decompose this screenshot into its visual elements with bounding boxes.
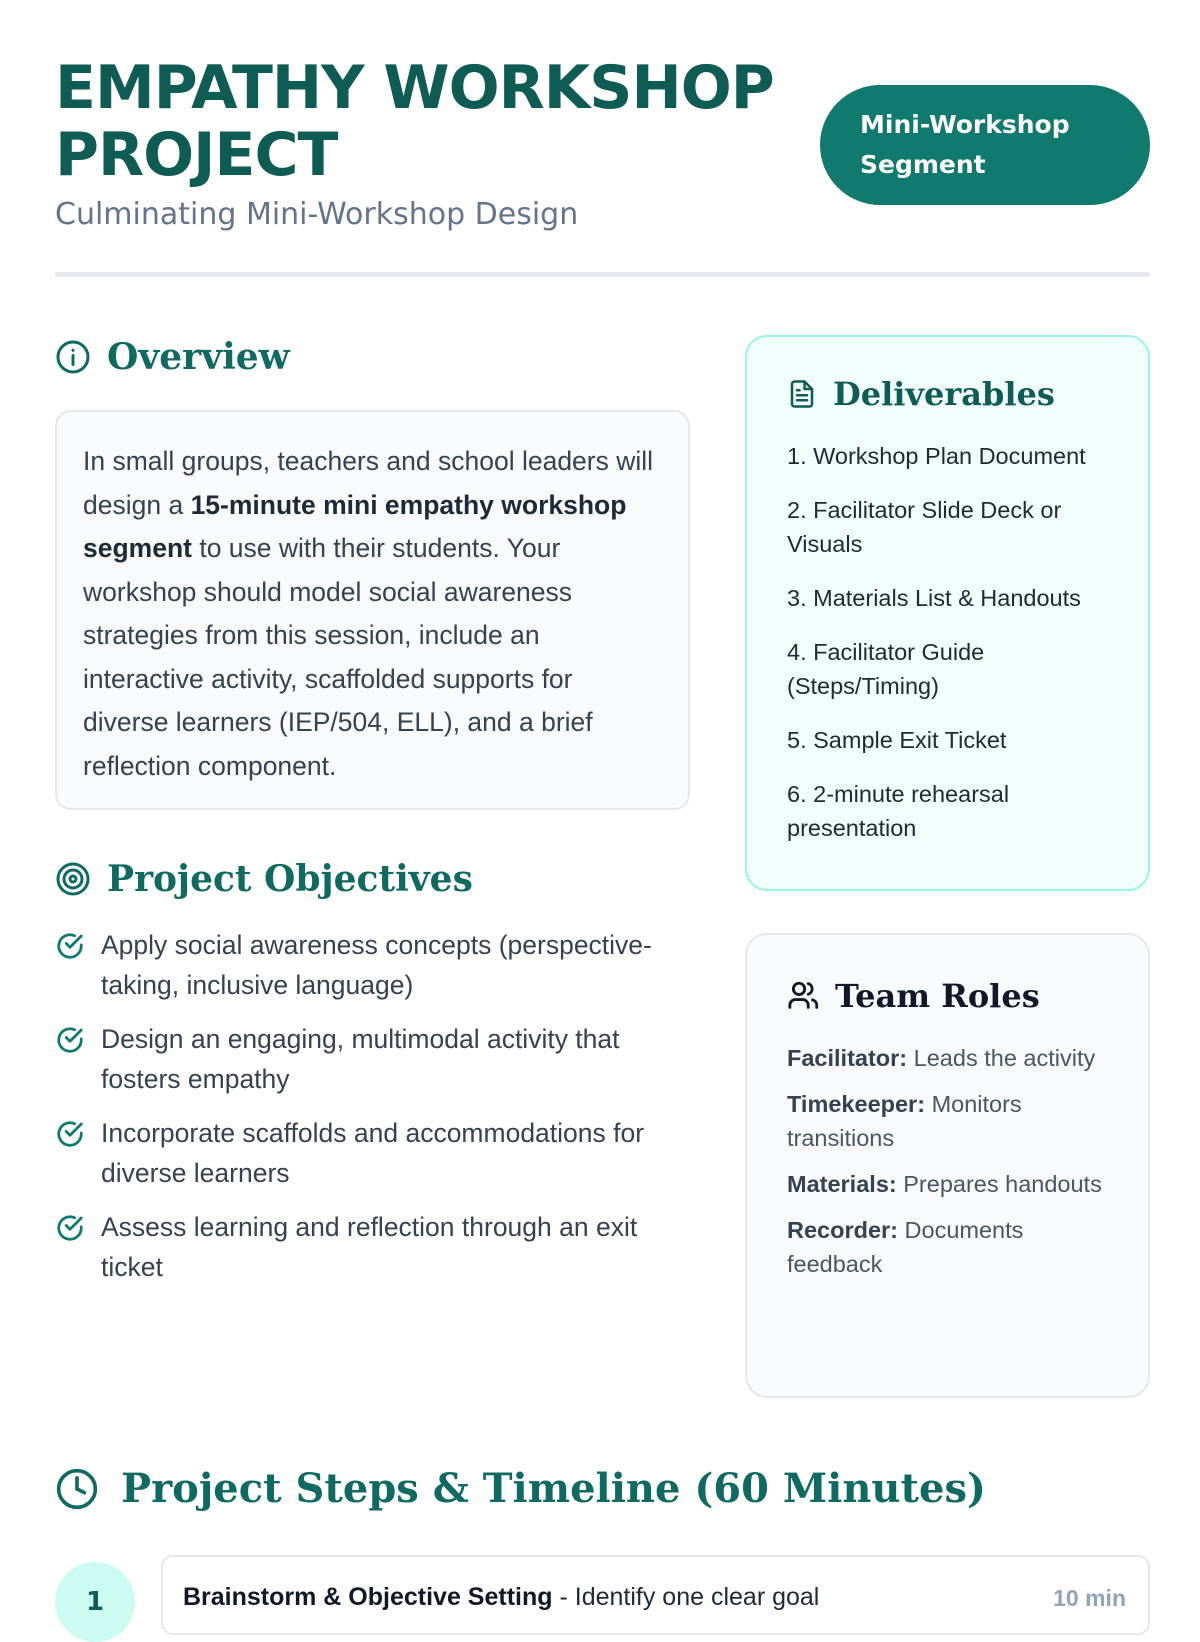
deliverable-item: 3. Materials List & Handouts: [787, 585, 1081, 611]
step-time: 10 min: [1053, 1585, 1126, 1611]
check-circle-icon: [55, 931, 85, 961]
header-divider: [55, 272, 1150, 277]
page-subtitle: Culminating Mini-Workshop Design: [55, 197, 579, 232]
step-desc: - Identify one clear goal: [552, 1583, 820, 1611]
target-icon: [55, 861, 91, 897]
role-timekeeper: [787, 1087, 1108, 1155]
check-circle-icon: [55, 1119, 85, 1149]
overview-heading: [55, 336, 290, 378]
role-desc: Leads the activity: [913, 1045, 1096, 1071]
clock-icon: [55, 1467, 99, 1511]
objective-text: Design an engaging, multimodal activity that fosters empathy: [101, 1024, 620, 1094]
deliverable-item: 5. Sample Exit Ticket: [787, 727, 1007, 753]
step-title: Brainstorm & Objective Setting: [183, 1583, 553, 1611]
team-roles-heading: [787, 977, 1108, 1015]
objective-item: [55, 1207, 695, 1287]
segment-badge: Mini-Workshop Segment: [820, 85, 1150, 205]
steps-heading: [55, 1465, 986, 1512]
document-icon: [787, 379, 817, 409]
role-name: Materials:: [787, 1171, 897, 1197]
objective-text: Apply social awareness concepts (perspective-taking, inclusive language): [101, 930, 652, 1000]
deliverable-item: 1. Workshop Plan Document: [787, 443, 1086, 469]
objective-item: [55, 1019, 695, 1099]
steps-heading-text: Project Steps & Timeline (60 Minutes): [121, 1465, 986, 1512]
objective-item: [55, 1113, 695, 1193]
page-title: EMPATHY WORKSHOP PROJECT: [55, 53, 774, 190]
deliverables-heading: [787, 375, 1108, 413]
deliverable-item: 4. Facilitator Guide (Steps/Timing): [787, 639, 985, 699]
objective-item: [55, 925, 695, 1005]
header: [55, 55, 1150, 232]
team-roles-heading-text: Team Roles: [835, 977, 1040, 1015]
role-name: Timekeeper:: [787, 1091, 926, 1117]
overview-text-start: In small groups, teachers and school leaders will design a: [83, 446, 654, 520]
deliverables-card: [745, 335, 1150, 891]
objectives-heading: [55, 858, 473, 900]
role-desc: Prepares handouts: [903, 1171, 1102, 1197]
step-number: 1: [55, 1562, 135, 1642]
check-circle-icon: [55, 1213, 85, 1243]
role-materials: [787, 1167, 1108, 1201]
role-desc: Documents feedback: [787, 1217, 1024, 1277]
overview-card: [55, 410, 690, 810]
role-name: Recorder:: [787, 1217, 899, 1243]
deliverable-item: 2. Facilitator Slide Deck or Visuals: [787, 497, 1062, 557]
objectives-heading-text: Project Objectives: [107, 858, 473, 900]
deliverable-item: 6. 2-minute rehearsal presentation: [787, 781, 1010, 841]
objective-text: Assess learning and reflection through an exit ticket: [101, 1212, 638, 1282]
deliverables-list: [787, 439, 1108, 845]
overview-heading-text: Overview: [107, 336, 290, 378]
check-circle-icon: [55, 1025, 85, 1055]
objective-text: Incorporate scaffolds and accommodations for diverse learners: [101, 1118, 645, 1188]
users-icon: [787, 979, 821, 1013]
role-facilitator: [787, 1041, 1108, 1075]
overview-text-end: to use with their students. Your workshop should model social awareness strategies from this session, include an interactive activity, scaffolded supports for diverse learners (IEP/504, ELL), and a brief reflection component.: [83, 533, 593, 781]
deliverables-heading-text: Deliverables: [833, 375, 1055, 413]
team-roles-card: [745, 933, 1150, 1398]
overview-text-bold: 15-minute mini empathy workshop segment: [83, 489, 627, 563]
step-card: [161, 1555, 1150, 1635]
role-name: Facilitator:: [787, 1045, 908, 1071]
objectives-list: [55, 925, 695, 1301]
role-recorder: [787, 1213, 1108, 1281]
info-icon: [55, 339, 91, 375]
role-desc: Monitors transitions: [787, 1091, 1022, 1151]
